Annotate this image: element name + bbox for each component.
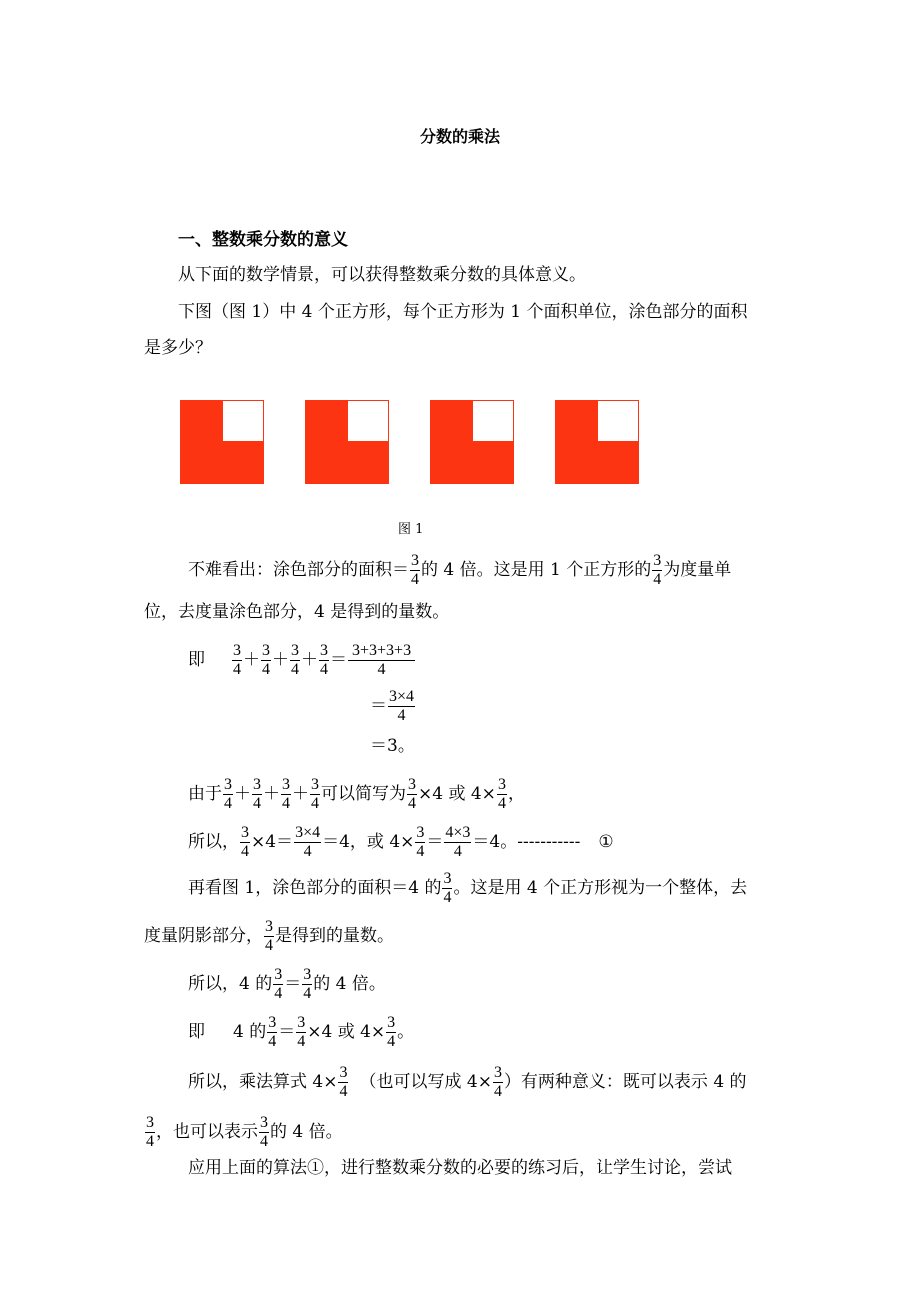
- text-line: 不难看出：涂色部分的面积＝ $\frac{3}{4}$ 的 4 倍。这是用 1 个正方形的 $\frac{3}{4}$ 为度量单: [188, 552, 732, 588]
- text-line: 由于 $\frac{3}{4}$ ＋ $\frac{3}{4}$ ＋ $\frac{3}{4}$ ＋ $\frac{3}{4}$ 可以简写为 $\frac{3}{4}$ ×4 或 4× $\frac{3}{4}$ ，: [188, 776, 525, 812]
- text-line: 应用上面的算法①，进行整数乘分数的必要的练习后，让学生讨论，尝试: [188, 1158, 732, 1178]
- text-line: 所以，乘法算式 4× $\frac{3}{4}$ （也可以写成 4× $\frac{3}{4}$ ）有两种意义：既可以表示 4 的: [188, 1064, 747, 1100]
- text-line: 即 4 的 $\frac{3}{4}$ ＝ $\frac{3}{4}$ ×4 或 4× $\frac{3}{4}$ 。: [188, 1014, 415, 1050]
- text-line: 所以， $\frac{3}{4}$ ×4＝ $\frac{3\times 4}{4}$ ＝4，或 4× $\frac{3}{4}$ ＝ $\frac{4\times 3}{4}$ ＝4。----------- ①: [188, 824, 614, 860]
- fraction: $\frac{3}{4}$: [411, 552, 419, 588]
- intro-paragraph: 从下面的数学情景，可以获得整数乘分数的具体意义。: [178, 265, 586, 285]
- unshaded-quarter: [597, 400, 639, 442]
- figure-caption: 图 1: [398, 522, 424, 537]
- page-title: 分数的乘法: [419, 127, 500, 146]
- text-line: $\frac{3}{4}$ ，也可以表示 $\frac{3}{4}$ 的 4 倍。: [146, 1114, 343, 1150]
- unshaded-quarter: [472, 400, 514, 442]
- fraction: $\frac{3}{4}$: [653, 552, 662, 588]
- shaded-square: [305, 400, 389, 484]
- question-line-2: 是多少？: [144, 338, 212, 358]
- equation-row: ＝ $\frac{3\times 4}{4}$: [370, 688, 415, 724]
- question-line-1: 下图（图 1）中 4 个正方形，每个正方形为 1 个面积单位，涂色部分的面积: [178, 302, 748, 322]
- unshaded-quarter: [222, 400, 264, 442]
- text-line: 所以，4 的 $\frac{3}{4}$ ＝ $\frac{3}{4}$ 的 4 倍。: [188, 966, 386, 1002]
- text-line: 位，去度量涂色部分，4 是得到的量数。: [144, 602, 450, 622]
- text-line: 再看图 1，涂色部分的面积＝4 的 $\frac{3}{4}$ 。这是用 4 个正方形视为一个整体，去: [188, 870, 748, 906]
- equation-row: 即 $\frac{3}{4}$ ＋ $\frac{3}{4}$ ＋ $\frac{3}{4}$ ＋ $\frac{3}{4}$ ＝ $\frac{3+3+3+3}{4}$: [188, 642, 416, 679]
- shaded-square: [555, 400, 639, 484]
- section-heading: 一、整数乘分数的意义: [178, 230, 348, 250]
- text-line: 度量阴影部分， $\frac{3}{4}$ 是得到的量数。: [144, 918, 394, 954]
- shaded-square: [430, 400, 514, 484]
- equation-row: ＝3。: [370, 736, 415, 756]
- shaded-square: [180, 400, 264, 484]
- unshaded-quarter: [347, 400, 389, 442]
